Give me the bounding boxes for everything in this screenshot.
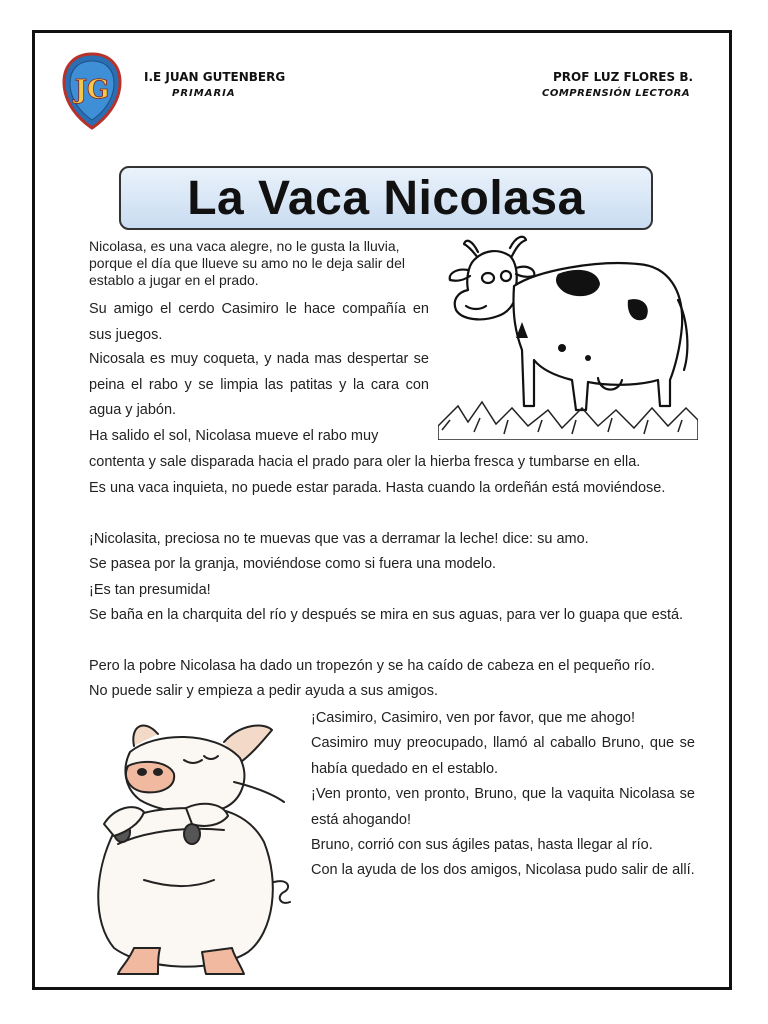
school-logo (60, 52, 124, 130)
paragraph: Es una vaca inquieta, no puede estar parada. Hasta cuando la ordeñán está moviéndose. (89, 480, 666, 496)
paragraph: ¡Casimiro, Casimiro, ven por favor, que me ahogo! (311, 710, 635, 726)
paragraph: Se pasea por la granja, moviéndose como si fuera una modelo. (89, 556, 497, 572)
story-title: La Vaca Nicolasa (187, 171, 585, 225)
paragraph: ¡Nicolasita, preciosa no te muevas que vas a derramar la leche! dice: su amo. (89, 531, 589, 547)
school-level: PRIMARIA (172, 88, 236, 99)
paragraph: contenta y sale disparada hacia el prado para oler la hierba fresca y tumbarse en ella. (89, 454, 641, 470)
pig-illustration (74, 712, 304, 982)
paragraph: Casimiro muy preocupado, llamó al caballo Bruno, que se había quedado en el establo. (311, 735, 695, 777)
paragraph: Se baña en la charquita del río y después se mira en sus aguas, para ver lo guapa que está. (89, 607, 684, 623)
paragraph: Nicolasa, es una vaca alegre, no le gusta la lluvia, porque el día que llueve su amo no le deja salir del establo a jugar en el prado. (89, 238, 405, 288)
paragraph: Bruno, corrió con sus ágiles patas, hasta llegar al río. (311, 837, 653, 853)
paragraph: Nicosala es muy coqueta, y nada mas despertar se peina el rabo y se limpia las patitas y la cara con agua y jabón. (89, 351, 429, 418)
paragraph: Ha salido el sol, Nicolasa mueve el rabo muy (89, 428, 379, 444)
cow-illustration (438, 230, 698, 440)
logo-initials: JG (74, 75, 110, 105)
paragraph: ¡Es tan presumida! (89, 582, 211, 598)
paragraph: Pero la pobre Nicolasa ha dado un tropezón y se ha caído de cabeza en el pequeño río. (89, 658, 655, 674)
subject-name: COMPRENSIÓN LECTORA (542, 88, 691, 99)
title-banner (119, 166, 653, 230)
paragraph: No puede salir y empieza a pedir ayuda a sus amigos. (89, 683, 438, 699)
school-name: I.E JUAN GUTENBERG (144, 70, 286, 84)
teacher-name: PROF LUZ FLORES B. (553, 70, 694, 84)
paragraph: Con la ayuda de los dos amigos, Nicolasa pudo salir de allí. (311, 862, 695, 878)
paragraph: ¡Ven pronto, ven pronto, Bruno, que la vaquita Nicolasa se está ahogando! (311, 786, 695, 828)
paragraph: Su amigo el cerdo Casimiro le hace compañía en sus juegos. (89, 301, 429, 343)
